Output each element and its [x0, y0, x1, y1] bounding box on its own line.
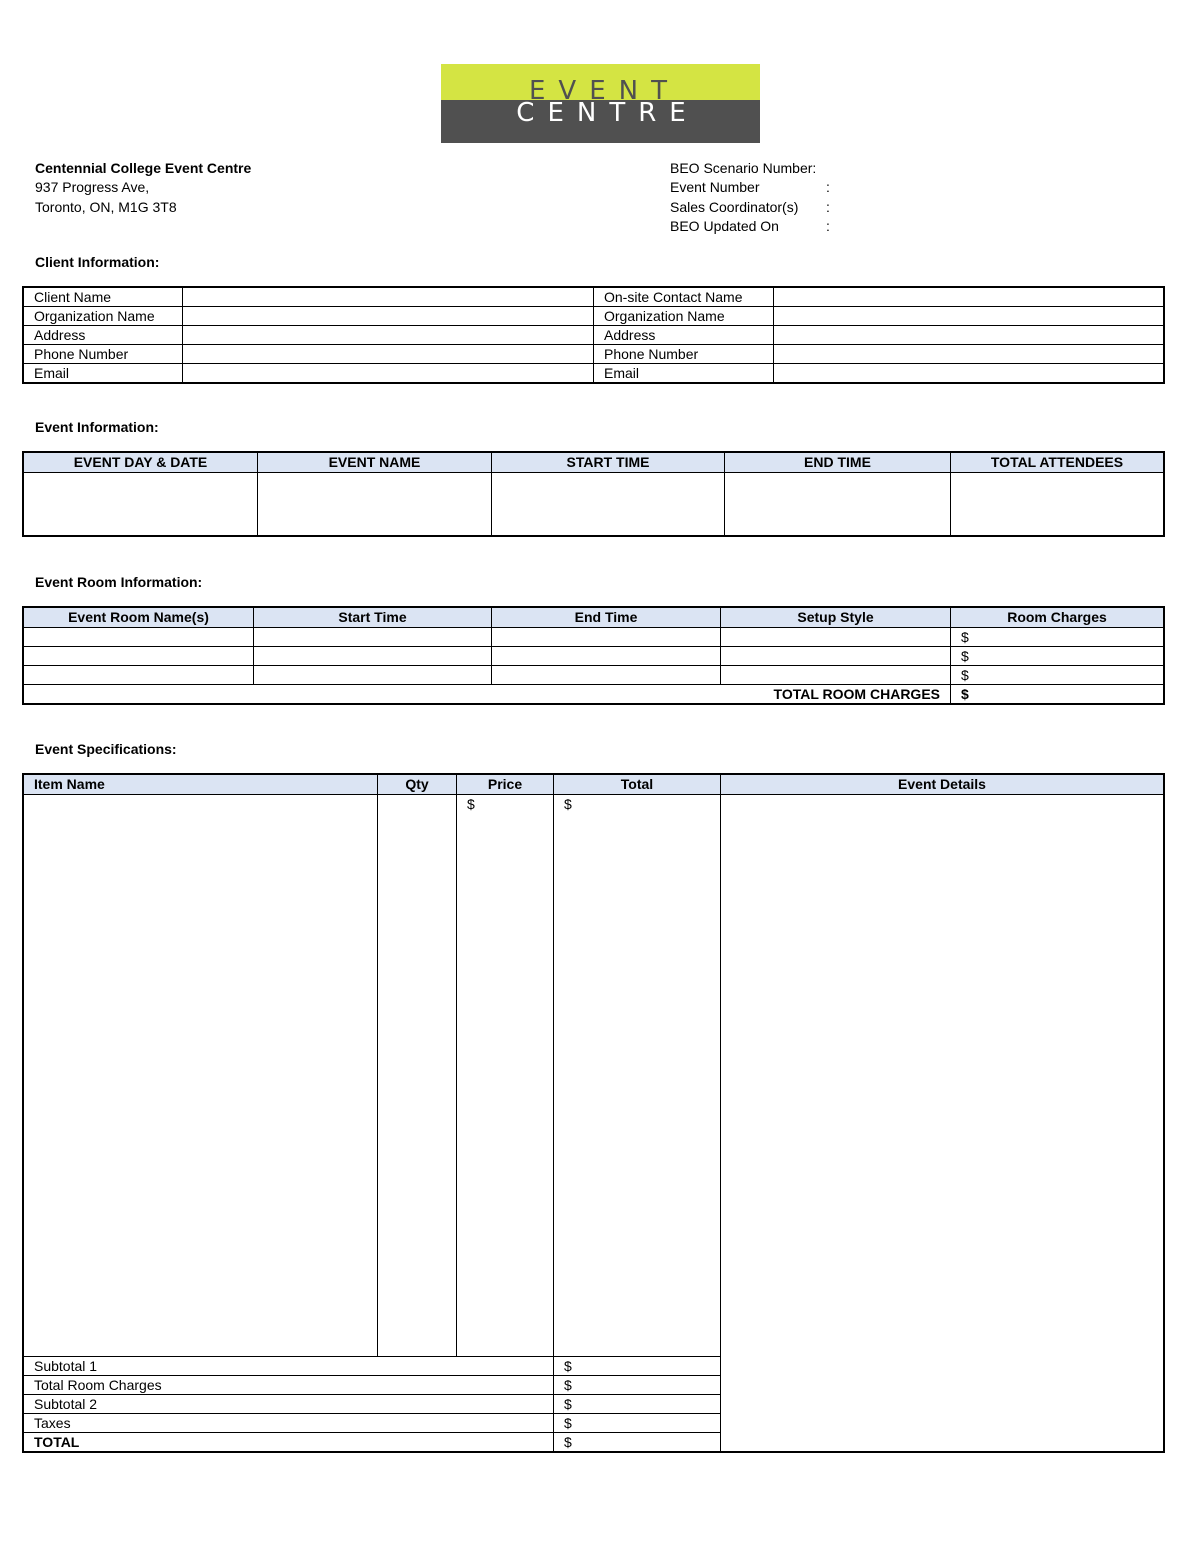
org-name: Centennial College Event Centre	[35, 160, 252, 176]
room-charge-field[interactable]: $	[951, 666, 1164, 685]
room-col-header: Room Charges	[951, 608, 1164, 628]
beo-colon: :	[826, 179, 830, 195]
summary-label: Total Room Charges	[24, 1376, 554, 1395]
table-row	[24, 795, 1164, 1357]
spec-section-title: Event Specifications:	[35, 741, 177, 757]
room-end-field[interactable]	[492, 647, 721, 666]
contact-label: Phone Number	[594, 345, 774, 364]
contact-label: On-site Contact Name	[594, 288, 774, 307]
client-label: Address	[24, 326, 183, 345]
table-header-row	[24, 453, 1164, 473]
client-email-field[interactable]	[183, 364, 594, 383]
room-end-field[interactable]	[492, 666, 721, 685]
event-col-header: TOTAL ATTENDEES	[951, 453, 1164, 473]
table-row	[24, 666, 1164, 685]
room-name-field[interactable]	[24, 666, 254, 685]
spec-col-header: Event Details	[721, 775, 1164, 795]
price-field[interactable]: $	[457, 795, 554, 1357]
contact-org-field[interactable]	[774, 307, 1164, 326]
beo-scenario-label: BEO Scenario Number:	[670, 160, 817, 176]
room-section-title: Event Room Information:	[35, 574, 203, 590]
room-col-header: Start Time	[254, 608, 492, 628]
event-start-field[interactable]	[492, 473, 725, 536]
table-row	[24, 326, 1164, 345]
item-name-field[interactable]	[24, 795, 378, 1357]
table-row	[24, 364, 1164, 383]
room-col-header: End Time	[492, 608, 721, 628]
spec-col-header: Item Name	[24, 775, 378, 795]
event-col-header: END TIME	[725, 453, 951, 473]
total-room-charges-label: TOTAL ROOM CHARGES	[24, 685, 951, 704]
room-charge-field[interactable]: $	[951, 628, 1164, 647]
logo-word-centre: CENTRE	[516, 98, 699, 128]
contact-label: Email	[594, 364, 774, 383]
grand-total-label: TOTAL	[24, 1433, 554, 1452]
client-info-table	[23, 287, 1164, 383]
summary-label: Subtotal 1	[24, 1357, 554, 1376]
room-setup-field[interactable]	[721, 647, 951, 666]
room-start-field[interactable]	[254, 647, 492, 666]
room-charge-field[interactable]: $	[951, 647, 1164, 666]
event-col-header: START TIME	[492, 453, 725, 473]
summary-label: Taxes	[24, 1414, 554, 1433]
room-info-table	[23, 607, 1164, 704]
contact-phone-field[interactable]	[774, 345, 1164, 364]
qty-field[interactable]	[378, 795, 457, 1357]
beo-updated-label: BEO Updated On	[670, 218, 779, 234]
room-setup-field[interactable]	[721, 628, 951, 647]
event-col-header: EVENT DAY & DATE	[24, 453, 258, 473]
room-name-field[interactable]	[24, 628, 254, 647]
event-attendees-field[interactable]	[951, 473, 1164, 536]
contact-label: Address	[594, 326, 774, 345]
event-date-field[interactable]	[24, 473, 258, 536]
beo-colon: :	[826, 199, 830, 215]
client-label: Email	[24, 364, 183, 383]
event-section-title: Event Information:	[35, 419, 159, 435]
table-row	[24, 473, 1164, 536]
contact-address-field[interactable]	[774, 326, 1164, 345]
client-phone-field[interactable]	[183, 345, 594, 364]
logo-word-event: EVENT	[529, 76, 680, 106]
table-header-row	[24, 608, 1164, 628]
room-start-field[interactable]	[254, 666, 492, 685]
table-row	[24, 685, 1164, 704]
event-details-field[interactable]	[721, 795, 1164, 1452]
client-name-field[interactable]	[183, 288, 594, 307]
table-row	[24, 307, 1164, 326]
spec-col-header: Total	[554, 775, 721, 795]
contact-email-field[interactable]	[774, 364, 1164, 383]
room-end-field[interactable]	[492, 628, 721, 647]
beo-event-number-label: Event Number	[670, 179, 760, 195]
client-address-field[interactable]	[183, 326, 594, 345]
table-header-row	[24, 775, 1164, 795]
beo-coordinator-label: Sales Coordinator(s)	[670, 199, 799, 215]
org-address-line1: 937 Progress Ave,	[35, 179, 150, 195]
room-name-field[interactable]	[24, 647, 254, 666]
spec-col-header: Qty	[378, 775, 457, 795]
beo-colon: :	[826, 218, 830, 234]
total-room-charges-value: $	[951, 685, 1164, 704]
table-row	[24, 628, 1164, 647]
grand-total-value: $	[554, 1433, 721, 1452]
onsite-contact-field[interactable]	[774, 288, 1164, 307]
summary-value: $	[554, 1395, 721, 1414]
client-label: Phone Number	[24, 345, 183, 364]
event-info-table	[23, 452, 1164, 536]
table-row	[24, 345, 1164, 364]
client-label: Client Name	[24, 288, 183, 307]
event-spec-table	[23, 774, 1164, 1452]
event-end-field[interactable]	[725, 473, 951, 536]
summary-value: $	[554, 1376, 721, 1395]
client-section-title: Client Information:	[35, 254, 160, 270]
room-setup-field[interactable]	[721, 666, 951, 685]
room-col-header: Event Room Name(s)	[24, 608, 254, 628]
event-name-field[interactable]	[258, 473, 492, 536]
table-row	[24, 288, 1164, 307]
room-col-header: Setup Style	[721, 608, 951, 628]
room-start-field[interactable]	[254, 628, 492, 647]
contact-label: Organization Name	[594, 307, 774, 326]
summary-value: $	[554, 1414, 721, 1433]
spec-col-header: Price	[457, 775, 554, 795]
summary-value: $	[554, 1357, 721, 1376]
client-label: Organization Name	[24, 307, 183, 326]
event-centre-logo	[441, 64, 760, 143]
summary-label: Subtotal 2	[24, 1395, 554, 1414]
table-row	[24, 647, 1164, 666]
client-org-field[interactable]	[183, 307, 594, 326]
total-field[interactable]: $	[554, 795, 721, 1357]
event-col-header: EVENT NAME	[258, 453, 492, 473]
org-address-line2: Toronto, ON, M1G 3T8	[35, 199, 177, 215]
